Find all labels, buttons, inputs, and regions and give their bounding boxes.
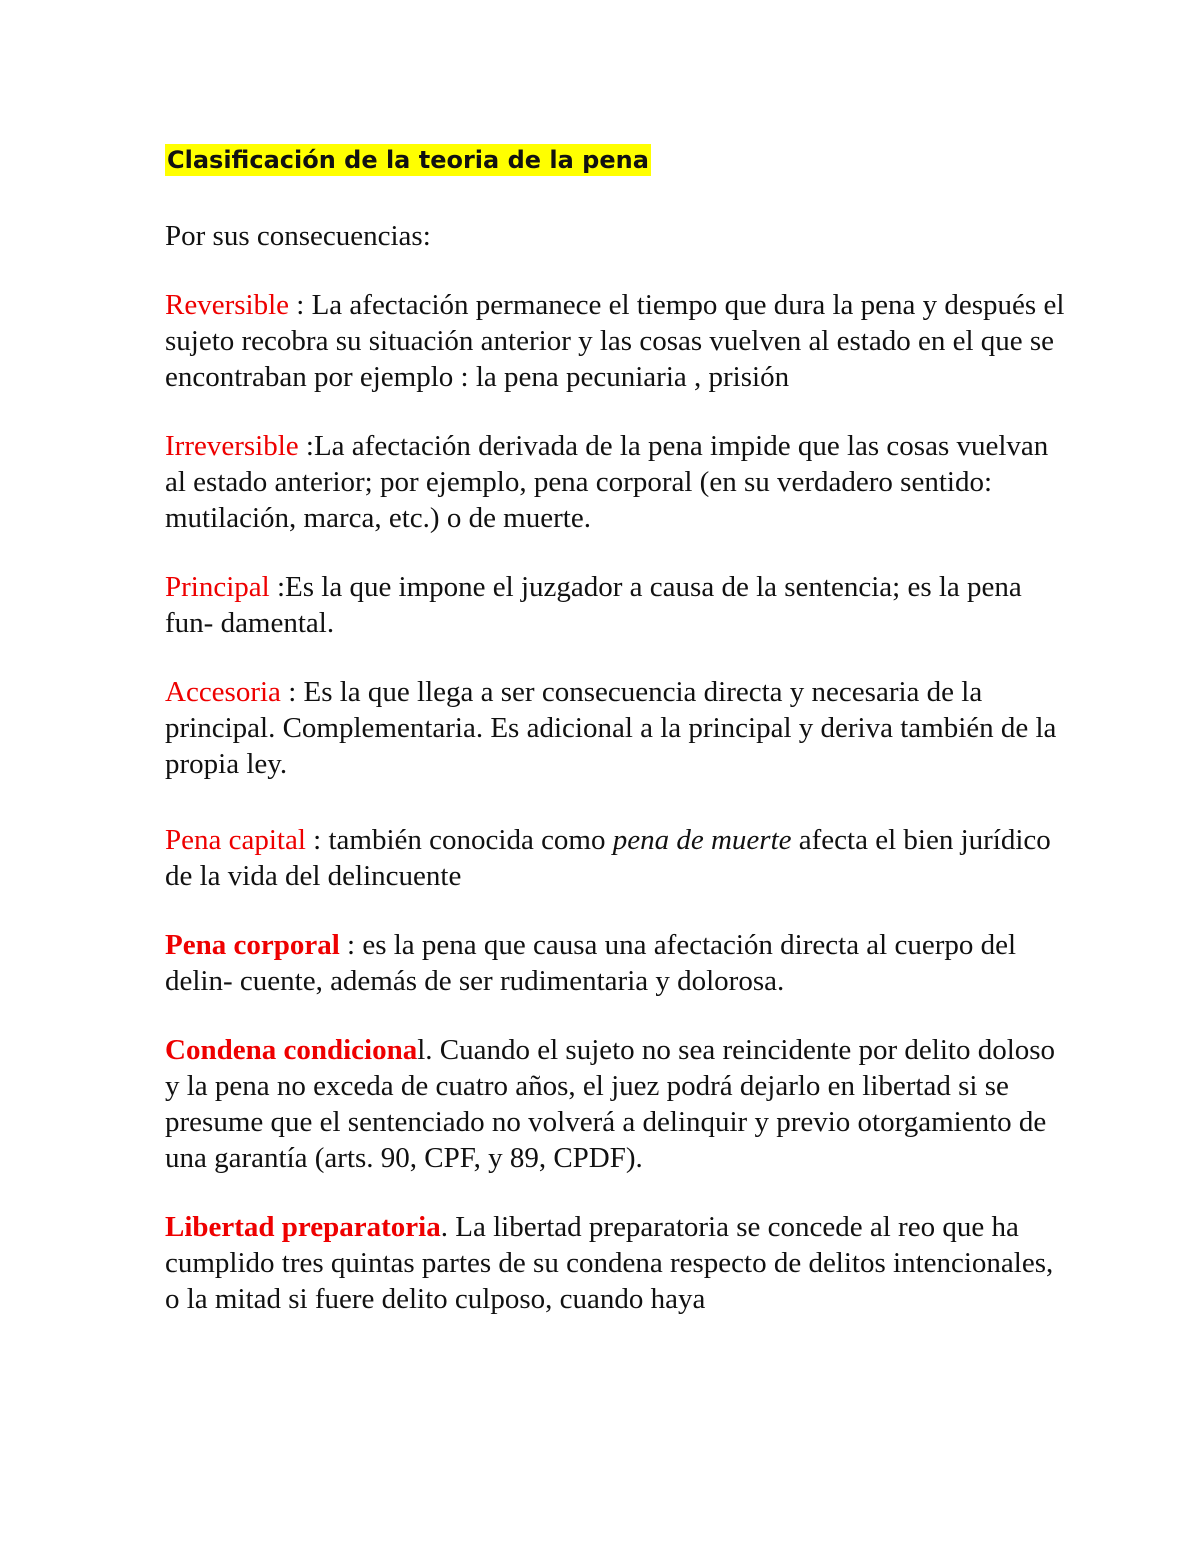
entry-irreversible: [165, 428, 1065, 536]
entry-pena-corporal: [165, 927, 1065, 999]
term-condena-condicional: Condena condiciona: [165, 1034, 418, 1066]
entry-principal: [165, 569, 1065, 641]
entry-accesoria: [165, 674, 1065, 782]
entry-reversible: [165, 287, 1065, 395]
definition-libertad-preparatoria: . La libertad preparatoria se concede al reo que ha cumplido tres quintas partes de su condena respecto de delitos intencionales, o la mitad si fuere delito culposo, cuando haya: [165, 1211, 1054, 1315]
definition-reversible: : La afectación permanece el tiempo que dura la pena y después el sujeto recobra su situación anterior y las cosas vuelven al estado en el que se encontraban por ejemplo : la pena pecuniaria , prisión: [165, 289, 1065, 393]
definition-pena-capital-after: afecta el bien jurídico de la vida del delincuente: [165, 824, 1051, 892]
document-title: [165, 140, 1065, 180]
term-principal: Principal: [165, 571, 270, 603]
term-reversible: Reversible: [165, 289, 290, 321]
definition-principal: :Es la que impone el juzgador a causa de la sentencia; es la pena fun- damental.: [165, 571, 1022, 639]
highlighted-title-text: Clasificación de la teoria de la pena: [167, 146, 649, 174]
definition-accesoria: : Es la que llega a ser consecuencia directa y necesaria de la principal. Complementaria. Es adicional a la principal y deriva también de la propia ley.: [165, 676, 1057, 780]
term-libertad-preparatoria: Libertad preparatoria: [165, 1211, 441, 1243]
definition-condena-condicional: l. Cuando el sujeto no sea reincidente por delito doloso y la pena no exceda de cuatro años, el juez podrá dejarlo en libertad si se presume que el sentenciado no volverá a delinquir y previo otorgamiento de una garantía (arts. 90, CPF, y 89, CPDF).: [165, 1034, 1056, 1174]
term-accesoria: Accesoria: [165, 676, 281, 708]
term-pena-capital: Pena capital: [165, 824, 306, 856]
term-irreversible: Irreversible: [165, 430, 299, 462]
entry-libertad-preparatoria: [165, 1209, 1065, 1317]
document-body: [165, 140, 1065, 1350]
definition-pena-capital-before: : también conocida como: [305, 824, 613, 856]
intro-line: Por sus consecuencias:: [165, 220, 431, 252]
definition-irreversible: :La afectación derivada de la pena impide que las cosas vuelvan al estado anterior; por ejemplo, pena corporal (en su verdadero sentido: mutilación, marca, etc.) o de muerte.: [165, 430, 1049, 534]
entry-pena-capital: [165, 822, 1065, 894]
definition-pena-corporal: : es la pena que causa una afectación directa al cuerpo del delin- cuente, además de ser rudimentaria y dolorosa.: [165, 929, 1017, 997]
term-pena-corporal: Pena corporal: [165, 929, 340, 961]
entry-condena-condicional: [165, 1032, 1065, 1176]
definition-pena-capital-italic: pena de muerte: [612, 824, 792, 856]
